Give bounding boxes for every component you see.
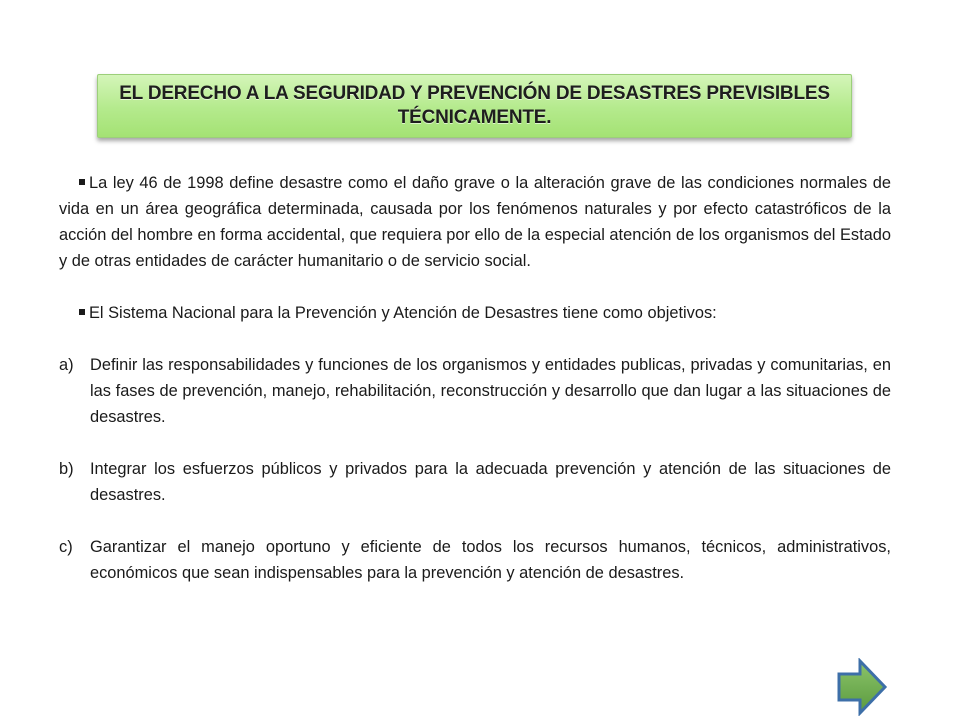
- slide-title-box: [97, 74, 852, 138]
- square-bullet-icon: [79, 179, 85, 185]
- list-item: [59, 456, 891, 508]
- paragraph-definition: [59, 170, 891, 274]
- slide-title-line-1: EL DERECHO A LA SEGURIDAD Y PREVENCIÓN DE DESASTRES PREVISIBLES: [119, 83, 830, 104]
- list-item: [59, 534, 891, 586]
- paragraph-objectives: [59, 300, 891, 326]
- arrow-right-icon[interactable]: [836, 658, 888, 716]
- list-item-letter: c): [59, 538, 73, 556]
- list-item-text: Definir las responsabilidades y funciones de los organismos y entidades publicas, privadas y comunitarias, en las fases de prevención, manejo, rehabilitación, reconstrucción y desarrollo que dan lugar a las situaciones de desastres.: [90, 356, 891, 426]
- list-item-letter: b): [59, 460, 74, 478]
- paragraph-definition-text: La ley 46 de 1998 define desastre como el daño grave o la alteración grave de las condiciones normales de vida en un área geográfica determinada, causada por los fenómenos naturales y por efecto catastróficos de la acción del hombre en forma accidental, que requiera por ello de la especial atención de los organismos del Estado y de otras entidades de carácter humanitario o de servicio social.: [59, 174, 891, 270]
- list-item-letter: a): [59, 356, 74, 374]
- slide-title-line-2: TÉCNICAMENTE.: [397, 107, 552, 128]
- list-item: [59, 352, 891, 430]
- paragraph-objectives-text: El Sistema Nacional para la Prevención y Atención de Desastres tiene como objetivos:: [89, 304, 717, 322]
- square-bullet-icon: [79, 309, 85, 315]
- slide-content: [59, 170, 891, 586]
- list-item-text: Integrar los esfuerzos públicos y privados para la adecuada prevención y atención de las situaciones de desastres.: [90, 460, 891, 504]
- list-item-text: Garantizar el manejo oportuno y eficiente de todos los recursos humanos, técnicos, administrativos, económicos que sean indispensables para la prevención y atención de desastres.: [90, 538, 891, 582]
